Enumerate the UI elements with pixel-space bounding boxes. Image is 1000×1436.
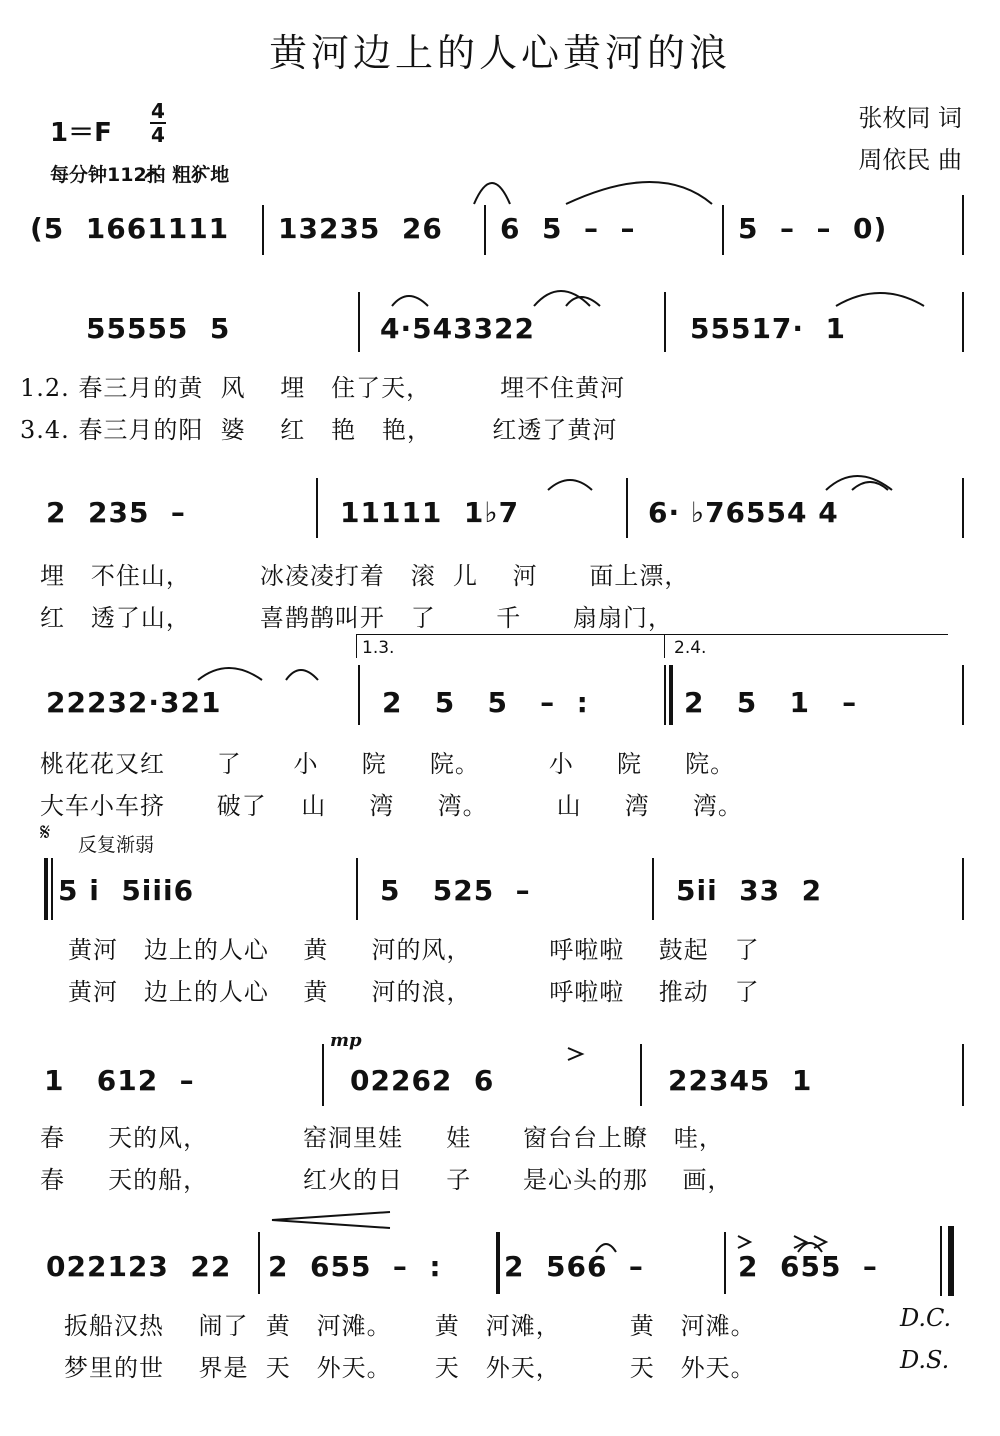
lyric-r6-verse2: 春 天的船， 红火的日 子 是心头的那 画， [40, 1166, 733, 1194]
lyric-r6-verse1: 春 天的风， 窑洞里娃 娃 窗台台上瞭 哇， [40, 1124, 724, 1152]
measure-r2-1: 55555 5 [86, 312, 231, 345]
measure-r7-3: 2 566 – [504, 1250, 644, 1283]
slur-arc [392, 296, 428, 306]
measure-r6-2: 02262 6 [350, 1064, 495, 1097]
measure-r6-1: 1 612 – [44, 1064, 195, 1097]
measure-r2-2: 4·543322 [380, 312, 536, 345]
measure-r7-1: 022123 22 [46, 1250, 232, 1283]
measure-r1-4: 5 – – 0) [738, 212, 888, 245]
accent-mark [738, 1236, 750, 1248]
slur-arc [566, 297, 600, 306]
measure-r6-3: 22345 1 [668, 1064, 813, 1097]
measure-r5-1: 5 i 5iii6 [58, 874, 195, 907]
slur-arc [198, 668, 262, 680]
lyric-r4-verse1: 桃花花又红 了 小 院 院。 小 院 院。 [40, 750, 736, 778]
slur-arc [836, 293, 924, 306]
measure-r4-2: 2 5 5 – : [382, 686, 589, 719]
composer-credit: 周依民 曲 [858, 146, 962, 174]
song-title: 黄河边上的人心黄河的浪 [268, 31, 731, 75]
measure-r1-1: (5 1661111 [30, 212, 230, 245]
measure-r3-1: 2 235 – [46, 496, 186, 529]
slur-arc [826, 476, 892, 490]
measure-r1-2: 13235 26 [278, 212, 443, 245]
measure-r5-2: 5 525 – [380, 874, 531, 907]
lyric-r5-verse1: 黄河 边上的人心 黄 河的风， 呼啦啦 鼓起 了 [68, 936, 760, 964]
measure-r4-1: 22232·321 [46, 686, 222, 719]
slur-arc [534, 291, 590, 306]
time-signature-numerator: 4 [151, 99, 165, 123]
lyric-r7-verse1: 扳船汉热 闹了 黄 河滩。 黄 河滩， 黄 河滩。 [64, 1312, 756, 1340]
measure-r3-3: 6· ♭76554 4 [648, 496, 839, 529]
slur-arc [596, 1244, 616, 1252]
fermata-arc [474, 183, 510, 204]
measure-r4-3: 2 5 1 – [684, 686, 858, 719]
key-signature: 1＝F [50, 118, 112, 148]
lyric-r3-verse2: 红 透了山， 喜鹊鹊叫开 了 千 扇扇门， [40, 604, 673, 632]
measure-r7-4: 2 655 – [738, 1250, 878, 1283]
measure-r7-2: 2 655 – : [268, 1250, 442, 1283]
accent-mark [814, 1236, 826, 1248]
measure-r5-3: 5ii 33 2 [676, 874, 823, 907]
lyric-r5-verse2: 黄河 边上的人心 黄 河的浪， 呼啦啦 推动 了 [68, 978, 760, 1006]
lyric-r3-verse1: 埋 不住山， 冰凌凌打着 滚 儿 河 面上漂， [40, 562, 690, 590]
lyric-r4-verse2: 大车小车挤 破了 山 湾 湾。 山 湾 湾。 [40, 792, 743, 820]
lyric-r7-verse2: 梦里的世 界是 天 外天。 天 外天， 天 外天。 [64, 1354, 756, 1382]
volta-first-ending: 1.3. [362, 638, 395, 658]
slur-arc [192, 172, 206, 178]
lyricist-credit: 张枚同 词 [858, 104, 962, 132]
direction-text: 反复渐弱 [78, 834, 155, 856]
tempo-marking: 每分钟112拍 粗犷地 [50, 164, 230, 186]
dal-segno-marking: D.S. [900, 1346, 950, 1374]
slur-arc [286, 670, 318, 680]
segno-sign: 𝄋 [40, 818, 51, 846]
da-capo-marking: D.C. [900, 1304, 952, 1332]
time-signature-denominator: 4 [151, 123, 165, 147]
lyric-r2-verse1: 1.2. 春三月的黄 风 埋 住了天， 埋不住黄河 [20, 374, 626, 402]
volta-second-ending: 2.4. [674, 638, 707, 658]
crescendo-hairpin [272, 1212, 390, 1228]
measure-r1-3: 6 5 – – [500, 212, 636, 245]
dynamic-marking: mp [330, 1030, 362, 1051]
lyric-r2-verse2: 3.4. 春三月的阳 婆 红 艳 艳， 红透了黄河 [20, 416, 618, 444]
accent-mark [568, 1048, 582, 1060]
measure-r3-2: 11111 1♭7 [340, 496, 520, 529]
slur-arc [566, 182, 712, 204]
measure-r2-3: 55517· 1 [690, 312, 847, 345]
slur-arc [145, 172, 160, 178]
slur-arc [548, 480, 592, 490]
